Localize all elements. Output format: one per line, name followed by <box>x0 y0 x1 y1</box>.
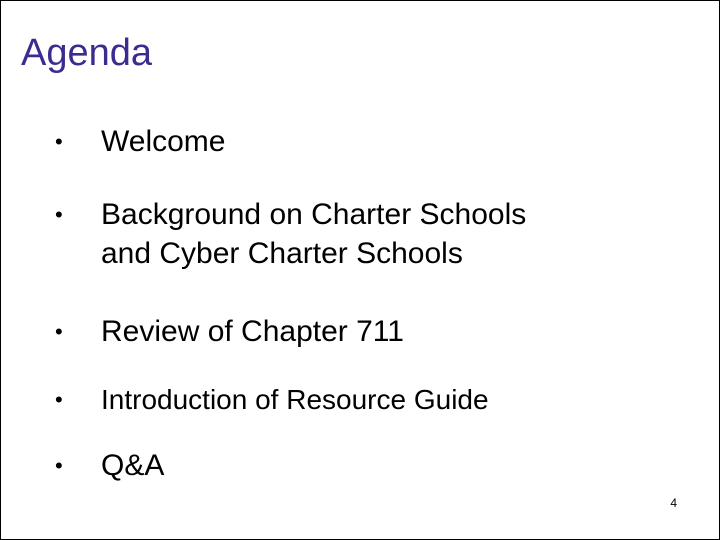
bullet-icon: • <box>55 387 63 412</box>
agenda-item-chapter-711 <box>55 312 404 351</box>
agenda-item-qa <box>55 446 164 485</box>
page-number: 4 <box>670 496 677 510</box>
agenda-item-label-line-1: Background on Charter Schools <box>101 198 527 231</box>
bullet-icon: • <box>55 202 63 227</box>
agenda-item-label: Review of Chapter 711 <box>101 315 404 348</box>
agenda-item-background <box>55 195 526 273</box>
agenda-item-label: Introduction of Resource Guide <box>101 384 489 415</box>
agenda-item-label: Welcome <box>101 125 226 158</box>
bullet-icon: • <box>55 453 63 478</box>
agenda-item-resource-guide <box>55 380 489 419</box>
agenda-item-label <box>101 195 526 273</box>
agenda-item-label-line-2: and Cyber Charter Schools <box>101 237 463 270</box>
agenda-item-label: Q&A <box>101 449 165 482</box>
agenda-item-welcome <box>55 122 225 161</box>
bullet-icon: • <box>55 319 63 344</box>
slide-title: Agenda <box>21 32 153 74</box>
bullet-icon: • <box>55 129 63 154</box>
